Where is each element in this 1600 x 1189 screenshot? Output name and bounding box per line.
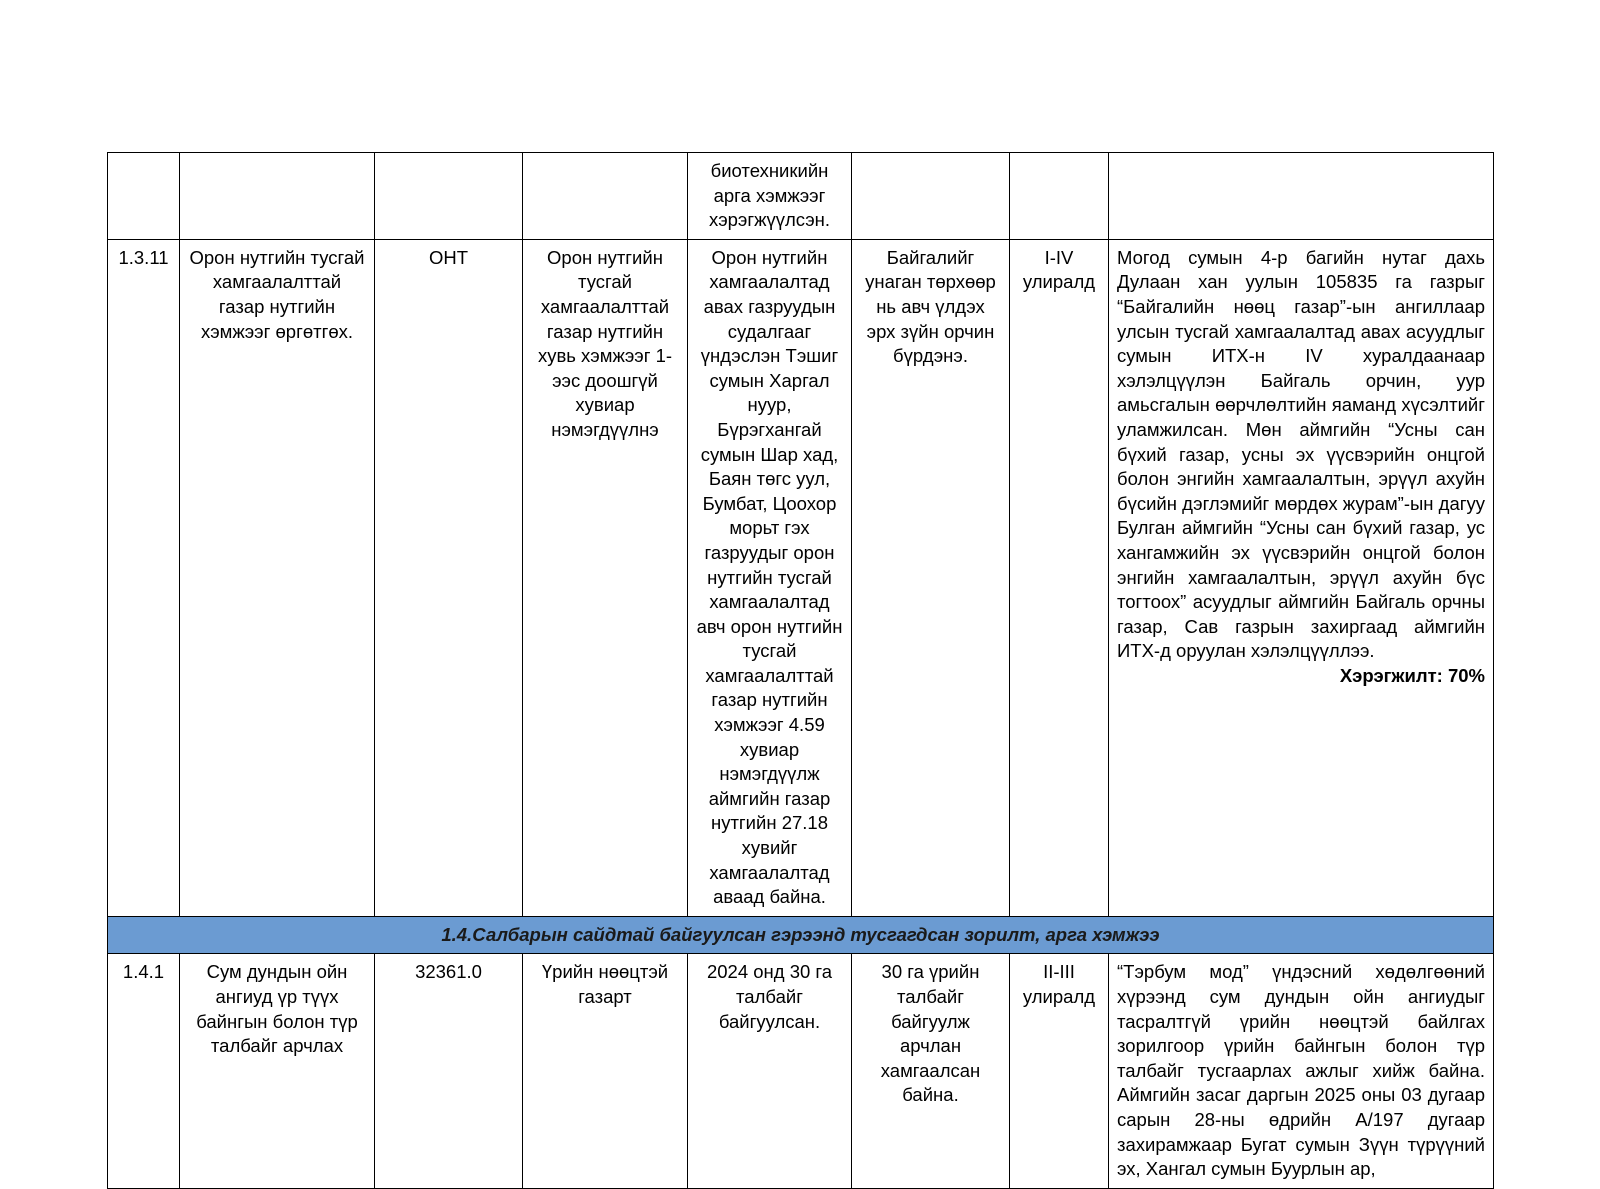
- cell-budget: [375, 153, 523, 240]
- cell-implementation: [1109, 153, 1494, 240]
- cell-result: 30 га үрийн талбайг байгуулж арчлан хамгаалсан байна.: [852, 954, 1010, 1188]
- report-table: [107, 152, 1494, 1189]
- section-header-row: [108, 916, 1494, 954]
- cell-target: биотехникийн арга хэмжээг хэрэгжүүлсэн.: [688, 153, 852, 240]
- implementation-text: Могод сумын 4-р багийн нутаг дахь Дулаан хан уулын 105835 га газрыг “Байгалийн нөөц газар”-ын ангиллаар улсын тусгай хамгаалалтад авах асуудлыг сумын ИТХ-н IV хуралдаанаар хэлэлцүүлэн Байгаль орчин, уур амьсгалын өөрчлөлтийн яаманд хүсэлтийг уламжилсан. Мөн аймгийн “Усны сан бүхий газар, усны эх үүсвэрийн онцгой болон энгийн хамгаалалтын, эрүүл ахуйн бүсийн дэглэмийг мөрдөх журам”-ын дагуу Булган аймгийн “Усны сан бүхий газар, ус хангамжийн эх үүсвэрийн онцгой болон энгийн хамгаалалтын, эрүүл ахуйн бүс тогтоох” асуудлыг аймгийн Байгаль орчны газар, Сав газрын захиргаад аймгийн ИТХ-д оруулан хэлэлцүүллээ.: [1117, 246, 1485, 662]
- cell-quarter: II-III улиралд: [1010, 954, 1109, 1188]
- cell-result: Байгалийг унаган төрхөөр нь авч үлдэх эрх зүйн орчин бүрдэнэ.: [852, 239, 1010, 916]
- cell-budget: ОНТ: [375, 239, 523, 916]
- cell-indicator: Үрийн нөөцтэй газарт: [523, 954, 688, 1188]
- section-header-label: 1.4.Салбарын сайдтай байгуулсан гэрээнд тусгагдсан зорилт, арга хэмжээ: [108, 916, 1494, 954]
- cell-code: 1.4.1: [108, 954, 180, 1188]
- cell-code: [108, 153, 180, 240]
- table-row: [108, 153, 1494, 240]
- table-container: [107, 152, 1493, 1189]
- cell-code: 1.3.11: [108, 239, 180, 916]
- cell-objective: [180, 153, 375, 240]
- implementation-text: “Тэрбум мод” үндэсний хөдөлгөөний хүрээнд сум дундын ойн ангиудыг тасралтгүй үрийн нөөцтэй байлгах зорилгоор үрийн байнгын болон түр талбайг тусгаарлах ажлыг хийж байна. Аймгийн засаг даргын 2025 оны 03 дугаар сарын 28-ны өдрийн А/197 дугаар захирамжаар Бугат сумын Зүүн түрүүний эх, Хангал сумын Буурлын ар,: [1117, 961, 1485, 1180]
- cell-result: [852, 153, 1010, 240]
- implementation-percent: Хэрэгжилт: 70%: [1339, 664, 1485, 686]
- table-row: [108, 239, 1494, 916]
- cell-budget: 32361.0: [375, 954, 523, 1188]
- table-row: [108, 954, 1494, 1188]
- cell-implementation: [1109, 239, 1494, 916]
- cell-target: 2024 онд 30 га талбайг байгуулсан.: [688, 954, 852, 1188]
- cell-quarter: [1010, 153, 1109, 240]
- cell-objective: Сум дундын ойн ангиуд үр түүх байнгын болон түр талбайг арчлах: [180, 954, 375, 1188]
- cell-objective: Орон нутгийн тусгай хамгаалалттай газар нутгийн хэмжээг өргөтгөх.: [180, 239, 375, 916]
- cell-quarter: I-IV улиралд: [1010, 239, 1109, 916]
- cell-indicator: Орон нутгийн тусгай хамгаалалттай газар нутгийн хувь хэмжээг 1-ээс доошгүй хувиар нэмэгдүүлнэ: [523, 239, 688, 916]
- cell-indicator: [523, 153, 688, 240]
- cell-target: Орон нутгийн хамгаалалтад авах газруудын судалгааг үндэслэн Тэшиг сумын Харгал нуур, Бүрэгхангай сумын Шар хад, Баян төгс уул, Бумбат, Цоохор морьт гэх газруудыг орон нутгийн тусгай хамгаалалтад авч орон нутгийн тусгай хамгаалалттай газар нутгийн хэмжээг 4.59 хувиар нэмэгдүүлж аймгийн газар нутгийн 27.18 хувийг хамгаалалтад аваад байна.: [688, 239, 852, 916]
- cell-implementation: [1109, 954, 1494, 1188]
